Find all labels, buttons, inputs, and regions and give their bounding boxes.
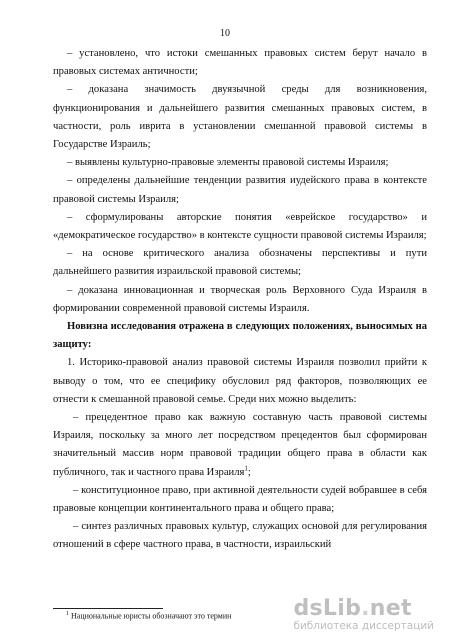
page-number: 10 — [220, 28, 230, 39]
paragraph-7: – доказана инновационная и творческая роль Верховного Суда Израиля в формировании современной правовой системы Израиля. — [53, 284, 427, 314]
footnote-reference[interactable]: 1 — [244, 464, 248, 473]
paragraph-6: – на основе критического анализа обозначены перспективы и пути дальнейшего развития израильской правовой системы; — [53, 248, 427, 278]
watermark-logo-dot: . — [361, 596, 370, 621]
paragraph-4: – определены дальнейшие тенденции развития иудейского права в контексте правовой системы Израиля; — [53, 175, 427, 205]
footnote — [66, 611, 231, 621]
paragraph-1: – установлено, что истоки смешанных правовых систем берут начало в правовых системах античности; — [53, 48, 427, 78]
watermark-subtitle: библиотека диссертаций — [293, 620, 434, 632]
paragraph-10-end: ; — [247, 466, 251, 478]
footnote-text: Национальные юристы обозначают это термин — [71, 611, 232, 621]
body-text — [53, 45, 427, 555]
watermark-logo-tld: net — [369, 596, 412, 621]
watermark — [293, 598, 434, 633]
paragraph-3: – выявлены культурно-правовые элементы правовой системы Израиля; — [67, 157, 389, 169]
watermark-logo — [293, 598, 434, 620]
paragraph-9: 1. Историко-правовой анализ правовой системы Израиля позволил прийти к выводу о том, что ее специфику обусловил ряд факторов, позволяющих ее отнести к смешанной правовой семье. Среди них можно выделить: — [53, 357, 427, 405]
paragraph-2: – доказана значимость двуязычной среды для возникновения, функционирования и дальнейшего развития смешанных правовых систем, в частности, роль иврита в установлении смешанной правовой системы в Государстве Израиль; — [53, 84, 427, 151]
paragraph-10-text: – прецедентное право как важную составную часть правовой системы Израиля, поскольку за много лет посредством прецедентов был сформирован значительный массив норм правовой традиции общего права в области как публичного, так и частного права Израиля — [53, 412, 427, 478]
footnote-separator — [53, 608, 163, 609]
section-heading: Новизна исследования отражена в следующих положениях, выносимых на защиту: — [53, 321, 427, 351]
watermark-logo-main: dsLib — [293, 596, 362, 621]
paragraph-5: – сформулированы авторские понятия «еврейское государство» и «демократическое государство» в контексте сущности правовой системы Израиля; — [53, 211, 427, 242]
paragraph-11: – конституционное право, при активной деятельности судей вобравшее в себя правовые концепции континентального права и общего права; — [53, 484, 427, 515]
paragraph-12: – синтез различных правовых культур, служащих основой для регулирования отношений в сфере частного права, в частности, израильский — [53, 521, 427, 551]
footnote-marker: 1 — [66, 611, 69, 617]
paragraph-10 — [53, 409, 427, 482]
